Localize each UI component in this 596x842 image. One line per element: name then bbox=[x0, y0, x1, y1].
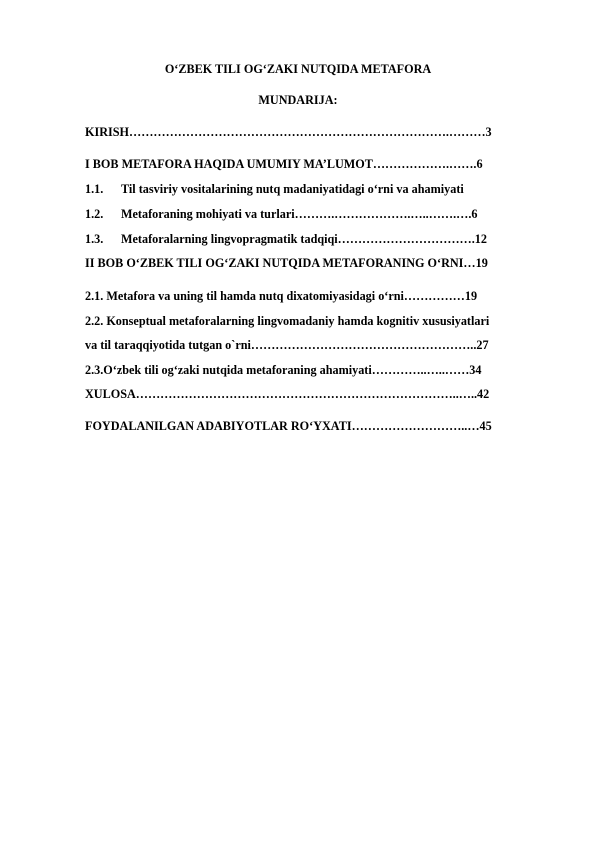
toc-entry bbox=[85, 256, 488, 270]
toc-entry bbox=[85, 125, 492, 139]
toc-entry-text: Metaforalarning lingvopragmatik tadqiqi…………………………….12 bbox=[121, 232, 487, 246]
toc-entry-text: Til tasviriy vositalarining nutq madaniyatidagi o‘rni va ahamiyati bbox=[121, 182, 464, 196]
toc-entry-text: 2.3.O‘zbek tili og‘zaki nutqida metaforaning ahamiyati…………..…..……34 bbox=[85, 363, 482, 377]
toc-entry-number: 1.2. bbox=[85, 207, 104, 221]
toc-entry-text: XULOSA……………………………………………………………………..…..42 bbox=[85, 387, 490, 401]
toc-entry-text: 2.2. Konseptual metaforalarning lingvomadaniy hamda kognitiv xususiyatlari bbox=[85, 314, 490, 328]
toc-entry bbox=[85, 157, 483, 171]
toc-entry bbox=[85, 387, 489, 401]
toc-entry bbox=[85, 338, 489, 352]
toc-entry-number: 1.3. bbox=[85, 232, 104, 246]
document-title: O‘ZBEK TILI OG‘ZAKI NUTQIDA METAFORA bbox=[164, 62, 432, 76]
contents-heading: MUNDARIJA: bbox=[258, 93, 338, 107]
toc-entry-text: I BOB METAFORA HAQIDA UMUMIY MA’LUMOT……………….…….6 bbox=[85, 157, 483, 171]
toc-entry-text: 2.1. Metafora va uning til hamda nutq dixatomiyasidagi o‘rni……………19 bbox=[85, 289, 478, 303]
toc-entry bbox=[85, 289, 477, 303]
toc-entry-text: va til taraqqiyotida tutgan o`rni………………………………………………..27 bbox=[85, 338, 489, 352]
toc-entry bbox=[85, 363, 481, 377]
toc-entry bbox=[85, 182, 464, 196]
toc-entry bbox=[85, 314, 489, 328]
toc-entry-number: 1.1. bbox=[85, 182, 104, 196]
toc-entry bbox=[85, 207, 477, 221]
toc-entry bbox=[85, 419, 492, 433]
toc-entry-text: KIRISH…………………………………………………………………….………3 bbox=[85, 125, 492, 139]
toc-entry-text: FOYDALANILGAN ADABIYOTLAR RO‘YXATI………………………..…45 bbox=[85, 419, 492, 433]
toc-entry bbox=[85, 232, 487, 246]
toc-entry-text: II BOB O‘ZBEK TILI OG‘ZAKI NUTQIDA METAFORANING O‘RNI…19 bbox=[85, 256, 488, 270]
toc-entry-text: Metaforaning mohiyati va turlari……….……………….…..…….….6 bbox=[121, 207, 478, 221]
